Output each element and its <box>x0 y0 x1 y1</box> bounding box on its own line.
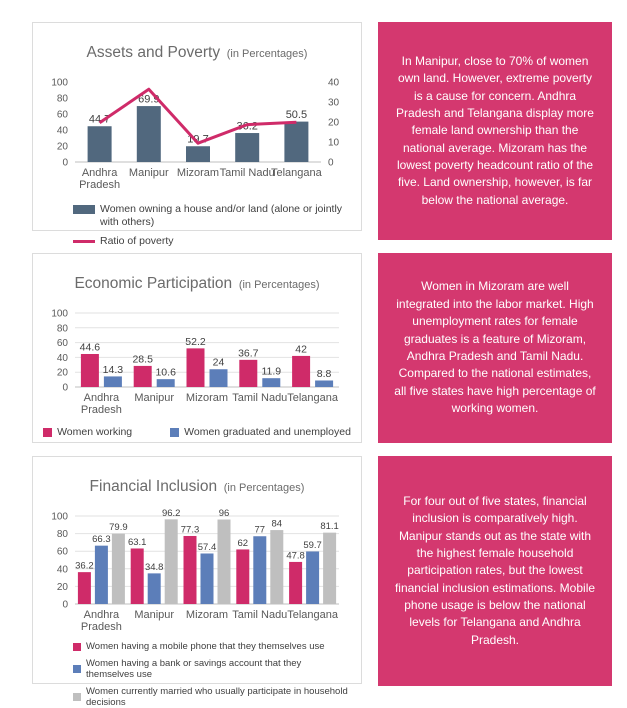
legend-label: Women having a bank or savings account that they themselves use <box>86 658 302 680</box>
data-label: 69.9 <box>138 93 160 106</box>
bar <box>157 379 175 387</box>
legend-item <box>73 235 351 248</box>
row-financial-inclusion <box>32 456 612 708</box>
legend-label: Women owning a house and/or land (alone or jointly with others) <box>100 203 343 229</box>
x-axis-category-label: Mizoram <box>176 167 220 179</box>
x-axis-category-label: Andhra Pradesh <box>79 167 121 191</box>
y-axis-tick-label: 80 <box>56 93 68 105</box>
y-axis-tick-label: 20 <box>56 367 68 379</box>
bar <box>137 106 161 162</box>
bar <box>235 133 259 162</box>
data-label: 96 <box>218 508 230 520</box>
insight-text: Women in Mizoram are well integrated into the labor market. High unemployment rates for female graduates is a feature of Mizoram, Andhra Pradesh and Tamil Nadu. Compared to the national estimates, all five states have high percentage of working women. <box>394 279 596 416</box>
y-axis-tick-label: 80 <box>56 323 68 335</box>
secondary-y-axis-tick-label: 0 <box>328 157 334 169</box>
data-label: 42 <box>295 343 307 356</box>
legend-label: Women graduated and unemployed <box>184 426 351 438</box>
legend-swatch <box>43 428 52 437</box>
chart-title-text: Economic Participation <box>74 275 233 292</box>
data-label: 34.8 <box>144 561 164 573</box>
chart-card-assets-poverty <box>32 22 362 248</box>
bar <box>134 366 152 387</box>
chart-title-text: Assets and Poverty <box>86 44 221 61</box>
x-axis-category-label: Telangana <box>287 392 338 404</box>
row-assets-poverty <box>32 22 612 248</box>
data-label: 11.9 <box>261 365 282 378</box>
legend-item <box>73 658 351 680</box>
legend-item <box>73 641 351 652</box>
legend-swatch <box>73 643 81 651</box>
legend-swatch <box>170 428 179 437</box>
secondary-y-axis-tick-label: 30 <box>328 97 340 109</box>
data-label: 36.2 <box>236 120 258 133</box>
data-label: 44.7 <box>88 113 111 126</box>
x-axis-category-label: Tamil Nadu <box>232 609 288 621</box>
bar <box>253 536 266 604</box>
y-axis-tick-label: 0 <box>62 157 68 169</box>
bar <box>81 354 99 387</box>
financial-inclusion-chart <box>37 500 357 639</box>
bar <box>292 356 310 387</box>
y-axis-tick-label: 40 <box>56 564 68 576</box>
data-label: 77.3 <box>180 524 200 536</box>
chart-title-economic-participation <box>74 267 319 295</box>
data-label: 14.3 <box>102 363 124 376</box>
row-economic-participation <box>32 253 612 443</box>
bar <box>315 380 333 387</box>
chart-svg <box>37 500 357 634</box>
data-label: 28.5 <box>132 353 153 366</box>
chart-card-financial-inclusion <box>32 456 362 708</box>
legend-label: Women currently married who usually participate in household decisions <box>86 686 348 708</box>
chart-card-economic-participation <box>32 253 362 443</box>
y-axis-tick-label: 80 <box>56 529 68 541</box>
insight-text: For four out of five states, financial inclusion is comparatively high. Manipur stands out as the state with the highest female household participation rates, but the lowest financial inclusion estimations. Mobile phone usage is below the national levels for Telangana and Andhra Pradesh. <box>394 493 596 647</box>
bar <box>306 551 319 604</box>
assets-poverty-chart <box>37 66 357 201</box>
bar <box>201 553 214 604</box>
insight-panel-assets-poverty <box>378 22 612 240</box>
data-label: 8.8 <box>316 367 332 380</box>
bar <box>112 534 125 604</box>
bar <box>218 520 231 604</box>
y-axis-tick-label: 40 <box>56 352 68 364</box>
bar <box>95 546 108 604</box>
y-axis-tick-label: 100 <box>51 308 68 320</box>
y-axis-tick-label: 60 <box>56 109 68 121</box>
bar <box>210 369 228 387</box>
data-label: 63.1 <box>127 536 147 548</box>
insight-panel-economic-participation <box>378 253 612 443</box>
financial-inclusion-legend <box>33 639 361 708</box>
bar <box>184 536 197 604</box>
y-axis-tick-label: 20 <box>56 581 68 593</box>
x-axis-category-label: Tamil Nadu <box>219 167 275 179</box>
bar <box>88 126 112 162</box>
legend-swatch <box>73 665 81 673</box>
data-label: 79.9 <box>109 522 128 534</box>
bar <box>131 548 144 604</box>
data-label: 50.5 <box>285 109 308 122</box>
chart-title-financial-inclusion <box>90 470 305 498</box>
x-axis-category-label: Tamil Nadu <box>232 392 288 404</box>
chart-title-text: Financial Inclusion <box>89 478 218 495</box>
data-label: 96.2 <box>161 507 181 519</box>
y-axis-tick-label: 40 <box>56 125 68 137</box>
insight-panel-financial-inclusion <box>378 456 612 686</box>
bar <box>284 122 308 162</box>
bar <box>148 573 161 604</box>
bar <box>270 530 283 604</box>
bar <box>165 519 178 604</box>
data-label: 24 <box>212 356 225 369</box>
x-axis-category-label: Manipur <box>134 609 175 621</box>
economic-participation-chart <box>37 297 357 422</box>
bar <box>239 360 257 387</box>
x-axis-category-label: Mizoram <box>185 609 229 621</box>
data-label: 44.6 <box>79 341 101 354</box>
data-label: 62 <box>237 537 249 549</box>
y-axis-tick-label: 60 <box>56 338 68 350</box>
bar <box>187 348 205 387</box>
x-axis-category-label: Telangana <box>271 167 322 179</box>
data-label: 84 <box>271 518 283 530</box>
data-label: 10.6 <box>155 366 176 379</box>
legend-label: Ratio of poverty <box>100 235 174 248</box>
legend-swatch <box>73 693 81 701</box>
chart-title-assets-poverty <box>87 36 308 64</box>
y-axis-tick-label: 100 <box>51 77 68 89</box>
data-label: 66.3 <box>92 534 111 546</box>
legend-line-swatch <box>73 240 95 243</box>
data-label: 52.2 <box>185 335 206 348</box>
data-label: 36.2 <box>75 560 94 572</box>
chart-subtitle-text: (in Percentages) <box>238 279 320 291</box>
data-label: 59.7 <box>303 539 322 551</box>
chart-subtitle-text: (in Percentages) <box>226 48 308 60</box>
y-axis-tick-label: 60 <box>56 546 68 558</box>
data-label: 19.7 <box>187 133 209 146</box>
bar <box>186 146 210 162</box>
data-label: 47.8 <box>286 550 305 562</box>
secondary-y-axis-tick-label: 40 <box>328 77 340 89</box>
chart-subtitle-text: (in Percentages) <box>223 482 305 494</box>
economic-participation-legend <box>33 422 361 438</box>
x-axis-category-label: Manipur <box>128 167 169 179</box>
bar <box>262 378 280 387</box>
y-axis-tick-label: 0 <box>62 599 68 611</box>
bar <box>104 376 122 387</box>
secondary-y-axis-tick-label: 10 <box>328 137 340 149</box>
x-axis-category-label: Mizoram <box>185 392 229 404</box>
bar <box>289 562 302 604</box>
x-axis-category-label: Manipur <box>134 392 175 404</box>
data-label: 81.1 <box>320 521 339 533</box>
legend-item <box>170 426 351 438</box>
bar <box>78 572 91 604</box>
y-axis-tick-label: 0 <box>62 382 68 394</box>
assets-poverty-legend <box>33 201 361 248</box>
legend-label: Women having a mobile phone that they themselves use <box>86 641 325 652</box>
legend-item <box>43 426 132 438</box>
legend-swatch <box>73 205 95 214</box>
bar <box>323 533 336 604</box>
data-label: 77 <box>254 524 266 536</box>
data-label: 36.7 <box>238 347 259 360</box>
x-axis-category-label: Andhra Pradesh <box>80 392 122 416</box>
legend-label: Women working <box>57 426 133 438</box>
data-label: 57.4 <box>197 541 217 553</box>
bar <box>236 549 249 604</box>
chart-svg <box>37 297 357 417</box>
chart-svg <box>37 66 357 196</box>
x-axis-category-label: Andhra Pradesh <box>80 609 122 633</box>
legend-item <box>73 686 351 708</box>
insight-text: In Manipur, close to 70% of women own land. However, extreme poverty is a cause for concern. Andhra Pradesh and Telangana display more female land ownership than the national average. Mizoram has the lowest poverty headcount ratio of the five. Land ownership, however, is far below the national average. <box>396 53 594 207</box>
x-axis-category-label: Telangana <box>287 609 338 621</box>
y-axis-tick-label: 100 <box>51 511 68 523</box>
secondary-y-axis-tick-label: 20 <box>328 117 340 129</box>
y-axis-tick-label: 20 <box>56 141 68 153</box>
legend-item <box>73 203 351 229</box>
